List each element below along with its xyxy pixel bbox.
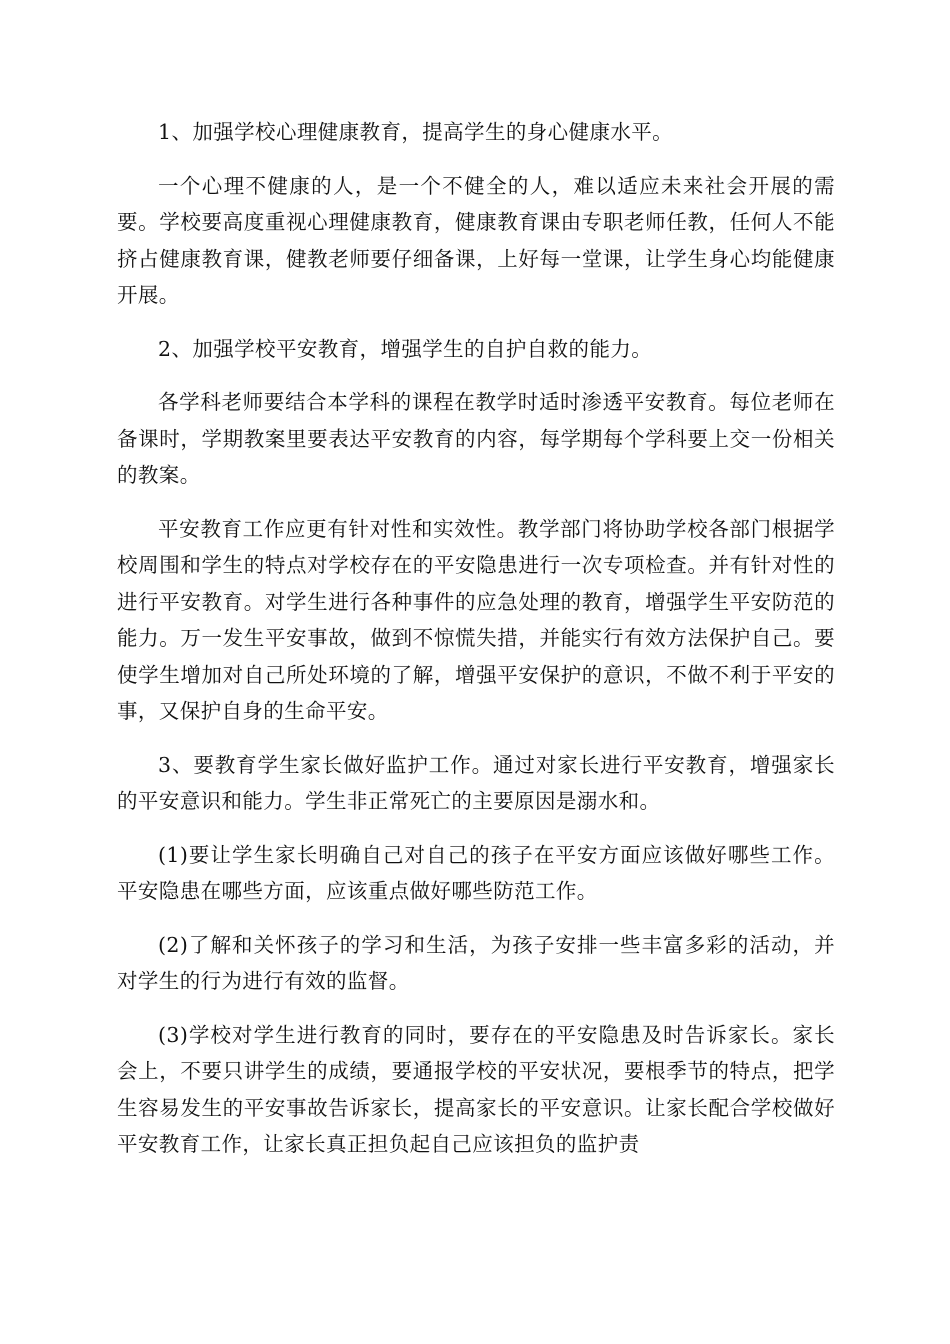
paragraph-list-item-1: (1)要让学生家长明确自己对自己的孩子在平安方面应该做好哪些工作。平安隐患在哪些方面，应该重点做好哪些防范工作。 bbox=[117, 842, 835, 903]
paragraph-heading-1: 1、加强学校心理健康教育，提高学生的身心健康水平。 bbox=[158, 120, 674, 144]
document-body bbox=[117, 114, 835, 1180]
paragraph-heading-3: 3、要教育学生家长做好监护工作。通过对家长进行平安教育，增强家长的平安意识和能力。学生非正常死亡的主要原因是溺水和。 bbox=[117, 752, 835, 813]
paragraph-list-item-2: (2)了解和关怀孩子的学习和生活，为孩子安排一些丰富多彩的活动，并对学生的行为进行有效的监督。 bbox=[117, 932, 835, 993]
paragraph-body: 一个心理不健康的人，是一个不健全的人，难以适应未来社会开展的需要。学校要高度重视心理健康教育，健康教育课由专职老师任教，任何人不能挤占健康教育课，健教老师要仔细备课，上好每一堂课，让学生身心均能健康开展。 bbox=[117, 173, 835, 307]
paragraph-body: 各学科老师要结合本学科的课程在教学时适时渗透平安教育。每位老师在备课时，学期教案里要表达平安教育的内容，每学期每个学科要上交一份相关的教案。 bbox=[117, 390, 835, 487]
paragraph-heading-2: 2、加强学校平安教育，增强学生的自护自救的能力。 bbox=[158, 336, 653, 361]
paragraph-list-item-3: (3)学校对学生进行教育的同时，要存在的平安隐患及时告诉家长。家长会上，不要只讲学生的成绩，要通报学校的平安状况，要根季节的特点，把学生容易发生的平安事故告诉家长，提高家长的平安意识。让家长配合学校做好平安教育工作，让家长真正担负起自己应该担负的监护责 bbox=[117, 1022, 835, 1156]
paragraph-body: 平安教育工作应更有针对性和实效性。教学部门将协助学校各部门根据学校周围和学生的特点对学校存在的平安隐患进行一次专项检查。并有针对性的进行平安教育。对学生进行各种事件的应急处理的教育，增强学生平安防范的能力。万一发生平安事故，做到不惊慌失措，并能实行有效方法保护自己。要使学生增加对自己所处环境的了解，增强平安保护的意识，不做不利于平安的事，又保护自身的生命平安。 bbox=[117, 516, 835, 723]
